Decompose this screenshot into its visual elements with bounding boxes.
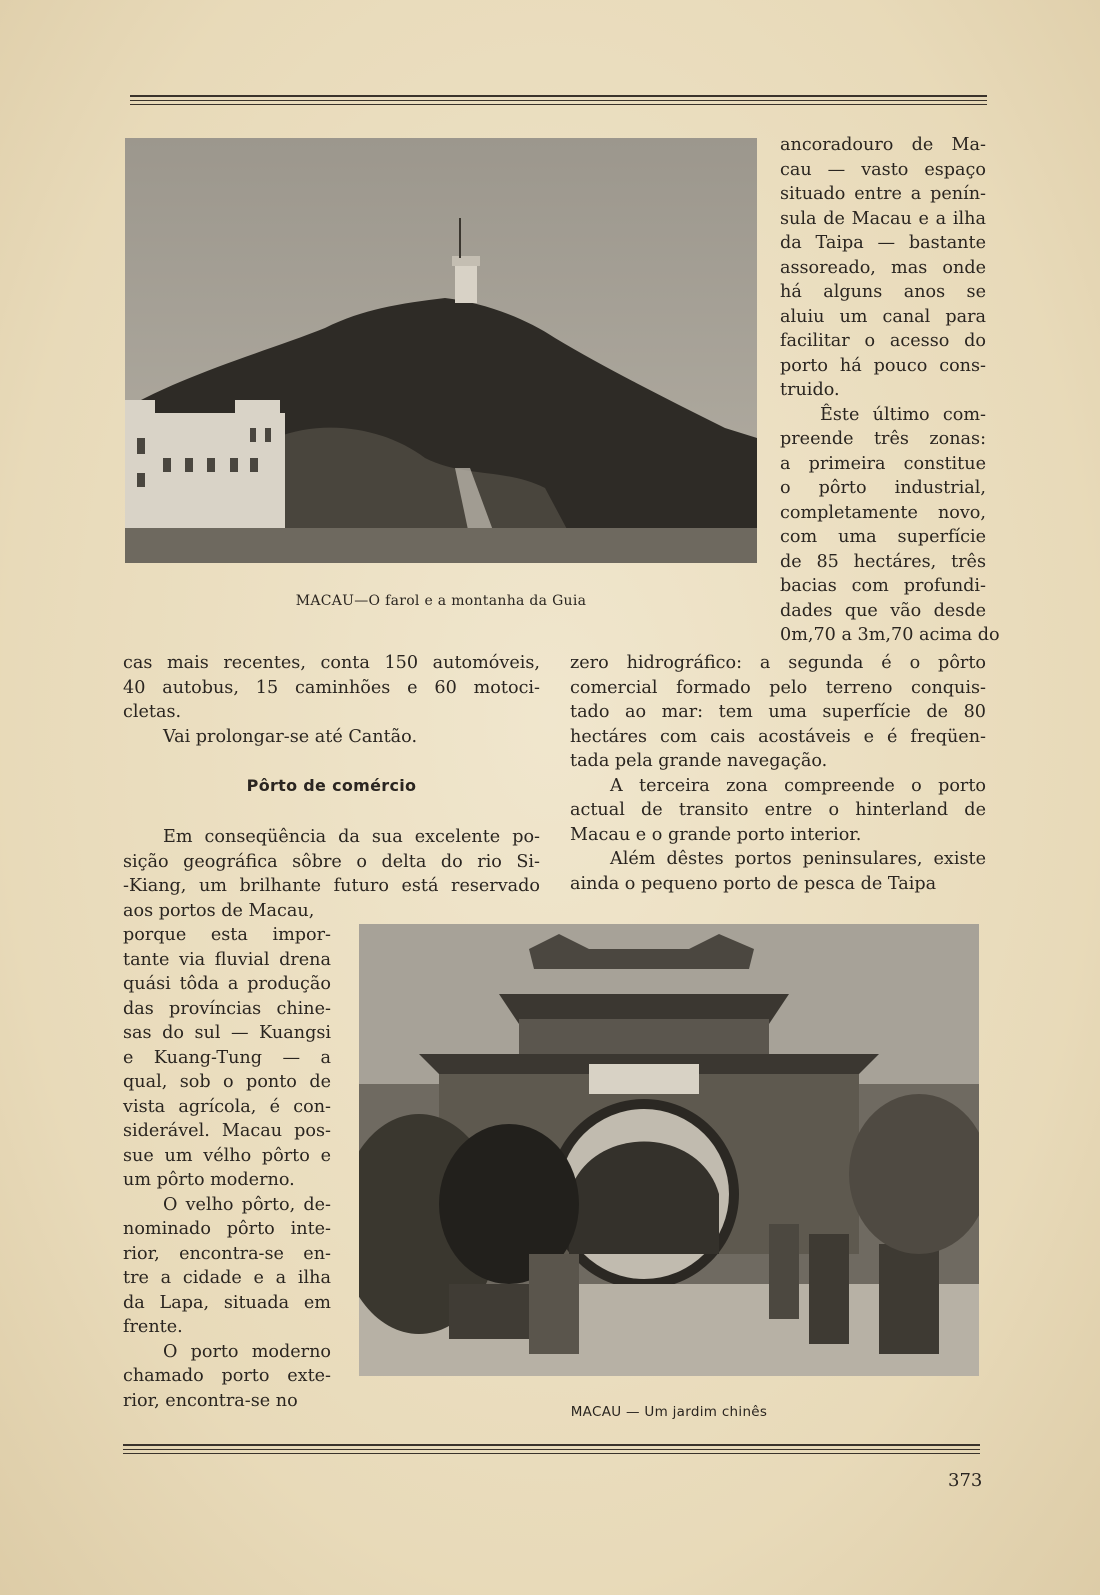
text-line: o pôrto industrial, <box>780 478 986 498</box>
text-line: de 85 hectáres, três <box>780 551 986 572</box>
text-line: da Taipa — bastante <box>780 233 986 253</box>
text-line: Vai prolongar-se até Cantão. <box>163 726 418 747</box>
text-line: nominado pôrto inte- <box>123 1219 331 1239</box>
text-line: truido. <box>780 380 840 400</box>
text-line: ainda o pequeno porto de pesca de Taipa <box>570 873 937 894</box>
text-line: cletas. <box>123 702 182 722</box>
text-line: cau — vasto espaço <box>780 159 986 180</box>
text-line: chamado porto exte- <box>123 1366 331 1386</box>
text-line: -Kiang, um brilhante futuro está reservado <box>123 876 540 896</box>
text-line: Em conseqüência da sua excelente po- <box>163 827 540 847</box>
text-line: bacias com profundi- <box>780 576 986 596</box>
text-line: preende três zonas: <box>780 429 986 449</box>
text-line: 40 autobus, 15 caminhões e 60 motoci- <box>123 677 540 698</box>
text-line: há alguns anos se <box>780 282 986 302</box>
text-right-middle <box>570 651 986 896</box>
text-line: tre a cidade e a ilha <box>123 1268 331 1288</box>
text-line: 0m,70 a 3m,70 acima do <box>780 625 1000 645</box>
text-line: facilitar o acesso do <box>780 331 986 351</box>
text-line: A terceira zona compreende o porto <box>610 775 986 796</box>
text-line: tado ao mar: tem uma superfície de 80 <box>570 702 986 722</box>
text-line: actual de transito entre o hinterland de <box>570 800 986 820</box>
caption-top-photo: MACAU—O farol e a montanha da Guia <box>295 593 587 609</box>
text-line: rior, encontra-se no <box>123 1390 298 1411</box>
photo-chinese-garden <box>359 924 979 1376</box>
text-line: sição geográfica sôbre o delta do rio Si- <box>123 851 540 872</box>
text-line: qual, sob o ponto de <box>123 1072 331 1092</box>
text-line: completamente novo, <box>780 502 986 523</box>
text-left-port <box>123 825 540 923</box>
text-line: tada pela grande navegação. <box>570 751 828 771</box>
text-line: a primeira constitue <box>780 453 986 474</box>
text-line: O velho pôrto, de- <box>163 1194 331 1215</box>
text-line: um pôrto moderno. <box>123 1170 295 1190</box>
text-line: hectáres com cais acostáveis e é freqüen- <box>570 726 986 747</box>
text-line: Êste último com- <box>820 404 986 425</box>
text-line: siderável. Macau pos- <box>123 1121 331 1141</box>
text-line: dades que vão desde <box>780 600 986 621</box>
text-line: cas mais recentes, conta 150 automóveis, <box>123 653 540 673</box>
text-line: tante via fluvial drena <box>123 949 331 970</box>
text-line: sula de Macau e a ilha <box>780 208 986 229</box>
text-line: Macau e o grande porto interior. <box>570 824 862 845</box>
text-line: quási tôda a produção <box>123 974 331 994</box>
text-line: aos portos de Macau, <box>123 900 315 921</box>
text-line: Além dêstes portos peninsulares, existe <box>610 849 986 869</box>
text-line: vista agrícola, é con- <box>123 1096 331 1117</box>
text-left-middle <box>123 651 540 749</box>
text-line: das províncias chine- <box>123 998 331 1019</box>
text-line: ancoradouro de Ma- <box>780 135 986 155</box>
text-line: sue um vélho pôrto e <box>123 1145 331 1166</box>
caption-bottom-photo: MACAU — Um jardim chinês <box>570 1404 768 1420</box>
photo-guia-lighthouse <box>125 138 757 563</box>
text-line: porto há pouco cons- <box>780 355 986 376</box>
section-heading: Pôrto de comércio <box>246 776 417 795</box>
text-line: porque esta impor- <box>123 925 331 945</box>
text-line: O porto moderno <box>163 1341 331 1362</box>
text-line: aluiu um canal para <box>780 306 986 327</box>
page-number: 373 <box>948 1470 983 1491</box>
text-left-narrow <box>123 923 331 1413</box>
text-line: da Lapa, situada em <box>123 1292 331 1313</box>
text-line: zero hidrográfico: a segunda é o pôrto <box>570 653 986 673</box>
text-line: com uma superfície <box>780 527 986 547</box>
text-line: e Kuang-Tung — a <box>123 1047 331 1068</box>
text-right-top <box>780 133 1000 648</box>
text-line: comercial formado pelo terreno conquis- <box>570 677 986 698</box>
text-line: sas do sul — Kuangsi <box>123 1023 331 1043</box>
text-line: assoreado, mas onde <box>780 257 986 278</box>
text-line: rior, encontra-se en- <box>123 1243 331 1264</box>
text-line: frente. <box>123 1317 183 1337</box>
text-line: situado entre a penín- <box>780 184 986 204</box>
